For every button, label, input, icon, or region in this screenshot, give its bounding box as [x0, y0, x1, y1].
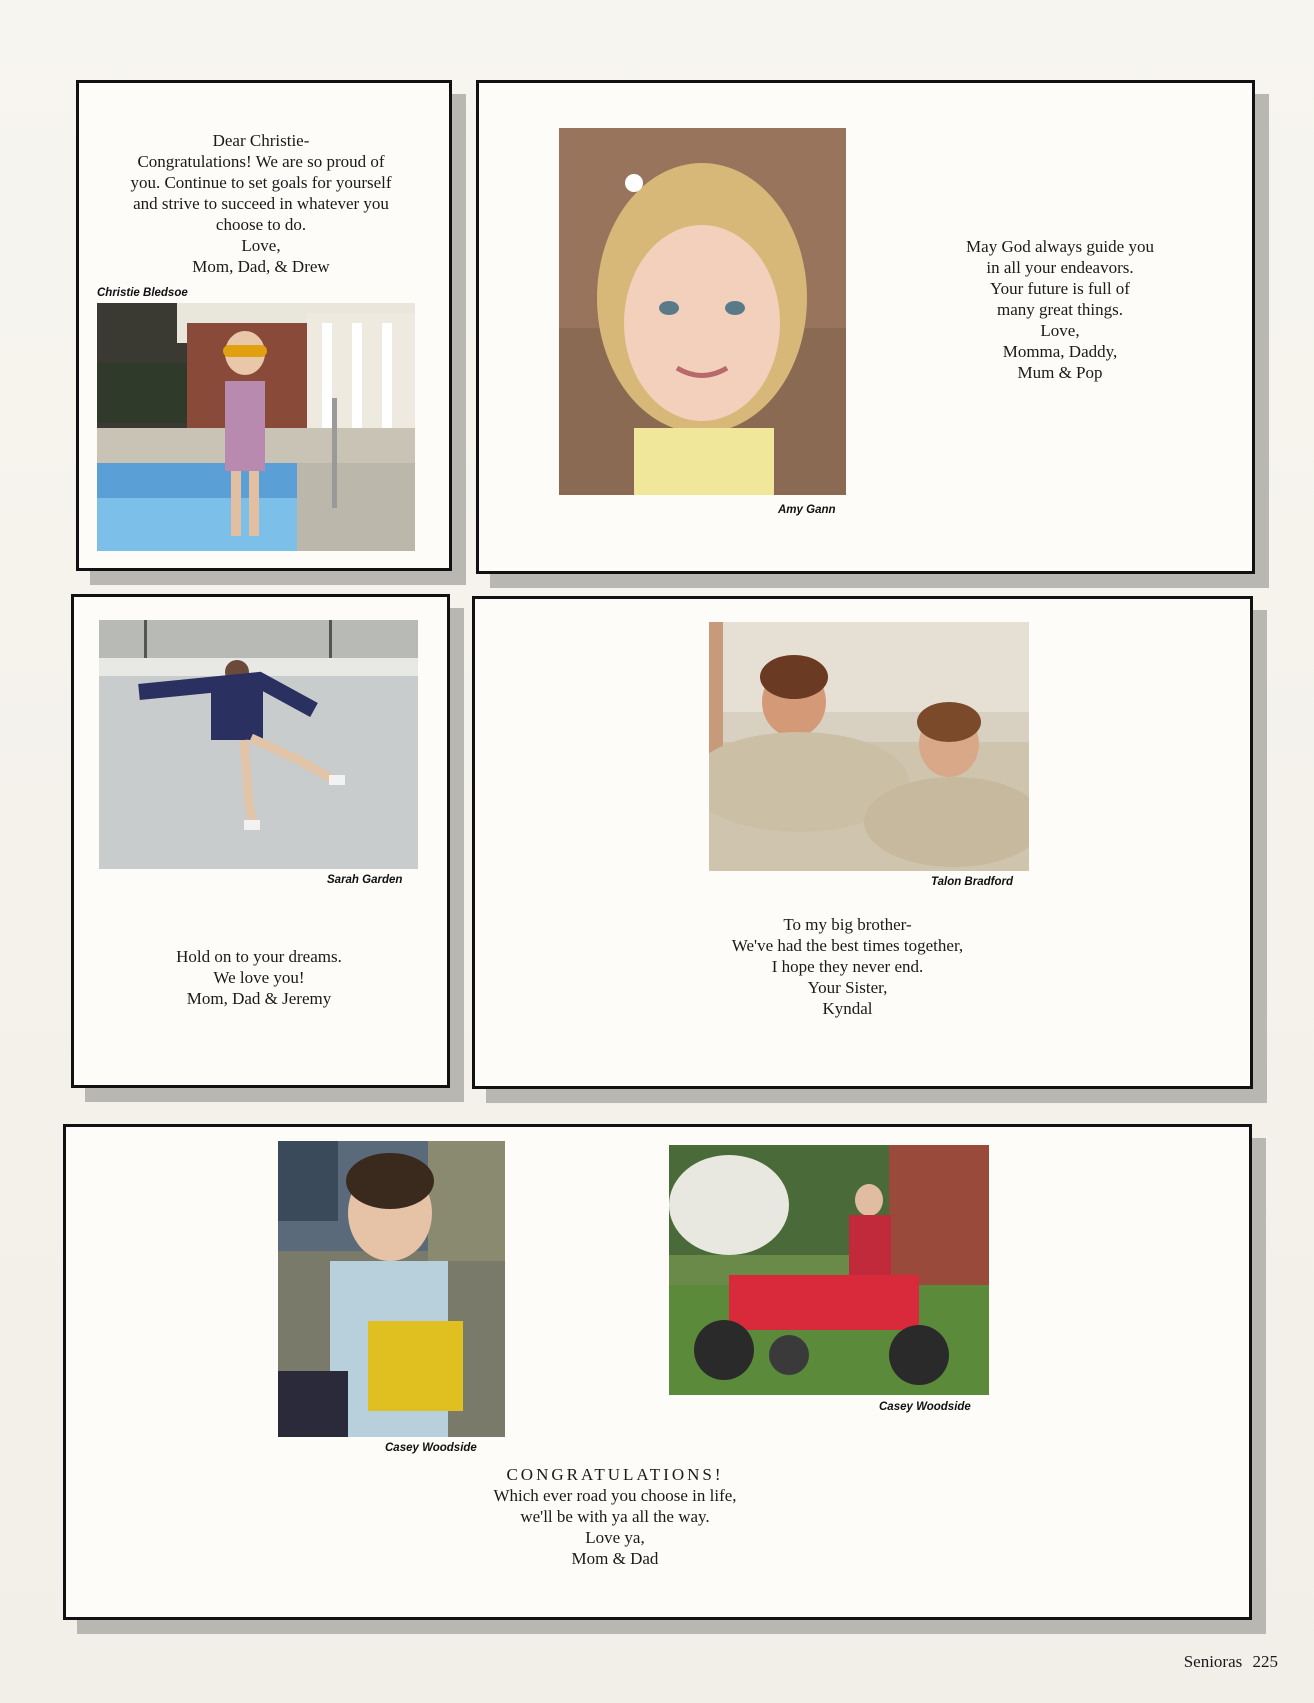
- message-line: We've had the best times together,: [731, 936, 964, 955]
- message-line: Hold on to your dreams.: [176, 947, 342, 966]
- page-number: 225: [1252, 1652, 1278, 1671]
- christie-message: [86, 130, 436, 277]
- congratulations-heading: CONGRATULATIONS!: [506, 1465, 724, 1484]
- message-line: Love,: [1040, 321, 1080, 340]
- photo-christie-pool: [97, 303, 415, 551]
- message-line: you. Continue to set goals for yourself: [130, 173, 392, 192]
- photo-casey-atv: [669, 1145, 989, 1395]
- message-line: Momma, Daddy,: [1002, 342, 1118, 361]
- message-line: Your future is full of: [990, 279, 1130, 298]
- message-line: Your Sister,: [807, 978, 888, 997]
- christie-caption: Christie Bledsoe: [97, 287, 188, 299]
- sarah-message: [111, 946, 407, 1009]
- casey-message: [455, 1464, 775, 1569]
- photo-casey-toddler: [278, 1141, 505, 1437]
- amy-message: [925, 236, 1195, 383]
- message-line: Mom, Dad & Jeremy: [186, 989, 332, 1008]
- message-line: Mom & Dad: [571, 1549, 659, 1568]
- message-line: Dear Christie-: [212, 131, 310, 150]
- section-name: Senioras: [1183, 1652, 1243, 1671]
- casey-caption-left: Casey Woodside: [385, 1442, 477, 1454]
- message-line: May God always guide you: [966, 237, 1154, 256]
- photo-talon-sand: [709, 622, 1029, 871]
- casey-caption-right: Casey Woodside: [879, 1401, 971, 1413]
- message-line: Which ever road you choose in life,: [493, 1486, 737, 1505]
- message-line: we'll be with ya all the way.: [520, 1507, 710, 1526]
- message-line: To my big brother-: [783, 915, 912, 934]
- talon-caption: Talon Bradford: [931, 876, 1013, 888]
- message-line: Love ya,: [585, 1528, 645, 1547]
- sarah-caption: Sarah Garden: [327, 874, 403, 886]
- message-line: in all your endeavors.: [986, 258, 1134, 277]
- page-footer: [1184, 1652, 1278, 1672]
- photo-sarah-skating: [99, 620, 418, 869]
- message-line: We love you!: [213, 968, 305, 987]
- amy-caption: Amy Gann: [778, 504, 836, 516]
- message-line: choose to do.: [215, 215, 307, 234]
- message-line: Congratulations! We are so proud of: [137, 152, 385, 171]
- talon-message: [685, 914, 1010, 1019]
- message-line: I hope they never end.: [771, 957, 924, 976]
- message-line: many great things.: [996, 300, 1124, 319]
- message-line: Love,: [241, 236, 281, 255]
- message-line: and strive to succeed in whatever you: [133, 194, 389, 213]
- photo-amy-portrait: [559, 128, 846, 495]
- message-line: Kyndal: [822, 999, 873, 1018]
- message-line: Mum & Pop: [1017, 363, 1103, 382]
- message-line: Mom, Dad, & Drew: [192, 257, 330, 276]
